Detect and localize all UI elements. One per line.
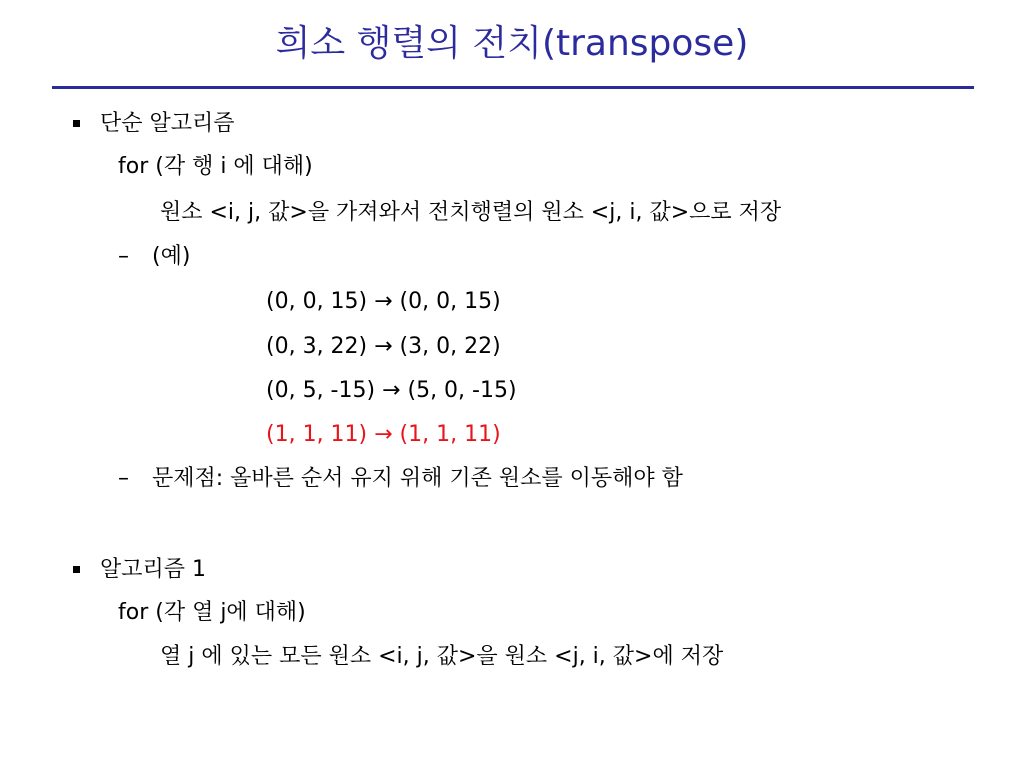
square-bullet-icon xyxy=(73,566,80,573)
dash-bullet-icon: – xyxy=(118,244,129,269)
example-row-2: (0, 3, 22) → (3, 0, 22) xyxy=(266,334,501,359)
example-row-4-highlighted: (1, 1, 11) → (1, 1, 11) xyxy=(266,422,501,447)
example-label: (예) xyxy=(152,244,191,269)
dash-bullet-icon: – xyxy=(118,466,129,491)
bullet-simple-algorithm: 단순 알고리즘 xyxy=(100,111,235,136)
bullet-algorithm-1: 알고리즘 1 xyxy=(100,557,206,582)
column-store-line: 열 j 에 있는 모든 원소 <i, j, 값>을 원소 <j, i, 값>에 저장 xyxy=(160,644,724,669)
problem-statement: 문제점: 올바른 순서 유지 위해 기존 원소를 이동해야 함 xyxy=(152,466,683,491)
example-row-1: (0, 0, 15) → (0, 0, 15) xyxy=(266,289,501,314)
square-bullet-icon xyxy=(73,120,80,127)
transpose-step-line: 원소 <i, j, 값>을 가져와서 전치행렬의 원소 <j, i, 값>으로 저장 xyxy=(160,200,782,225)
title-underline xyxy=(52,86,974,89)
for-each-row-line: for (각 행 i 에 대해) xyxy=(118,154,313,179)
example-row-3: (0, 5, -15) → (5, 0, -15) xyxy=(266,378,517,403)
for-each-column-line: for (각 열 j에 대해) xyxy=(118,600,306,625)
slide-title: 희소 행렬의 전치(transpose) xyxy=(275,23,749,64)
